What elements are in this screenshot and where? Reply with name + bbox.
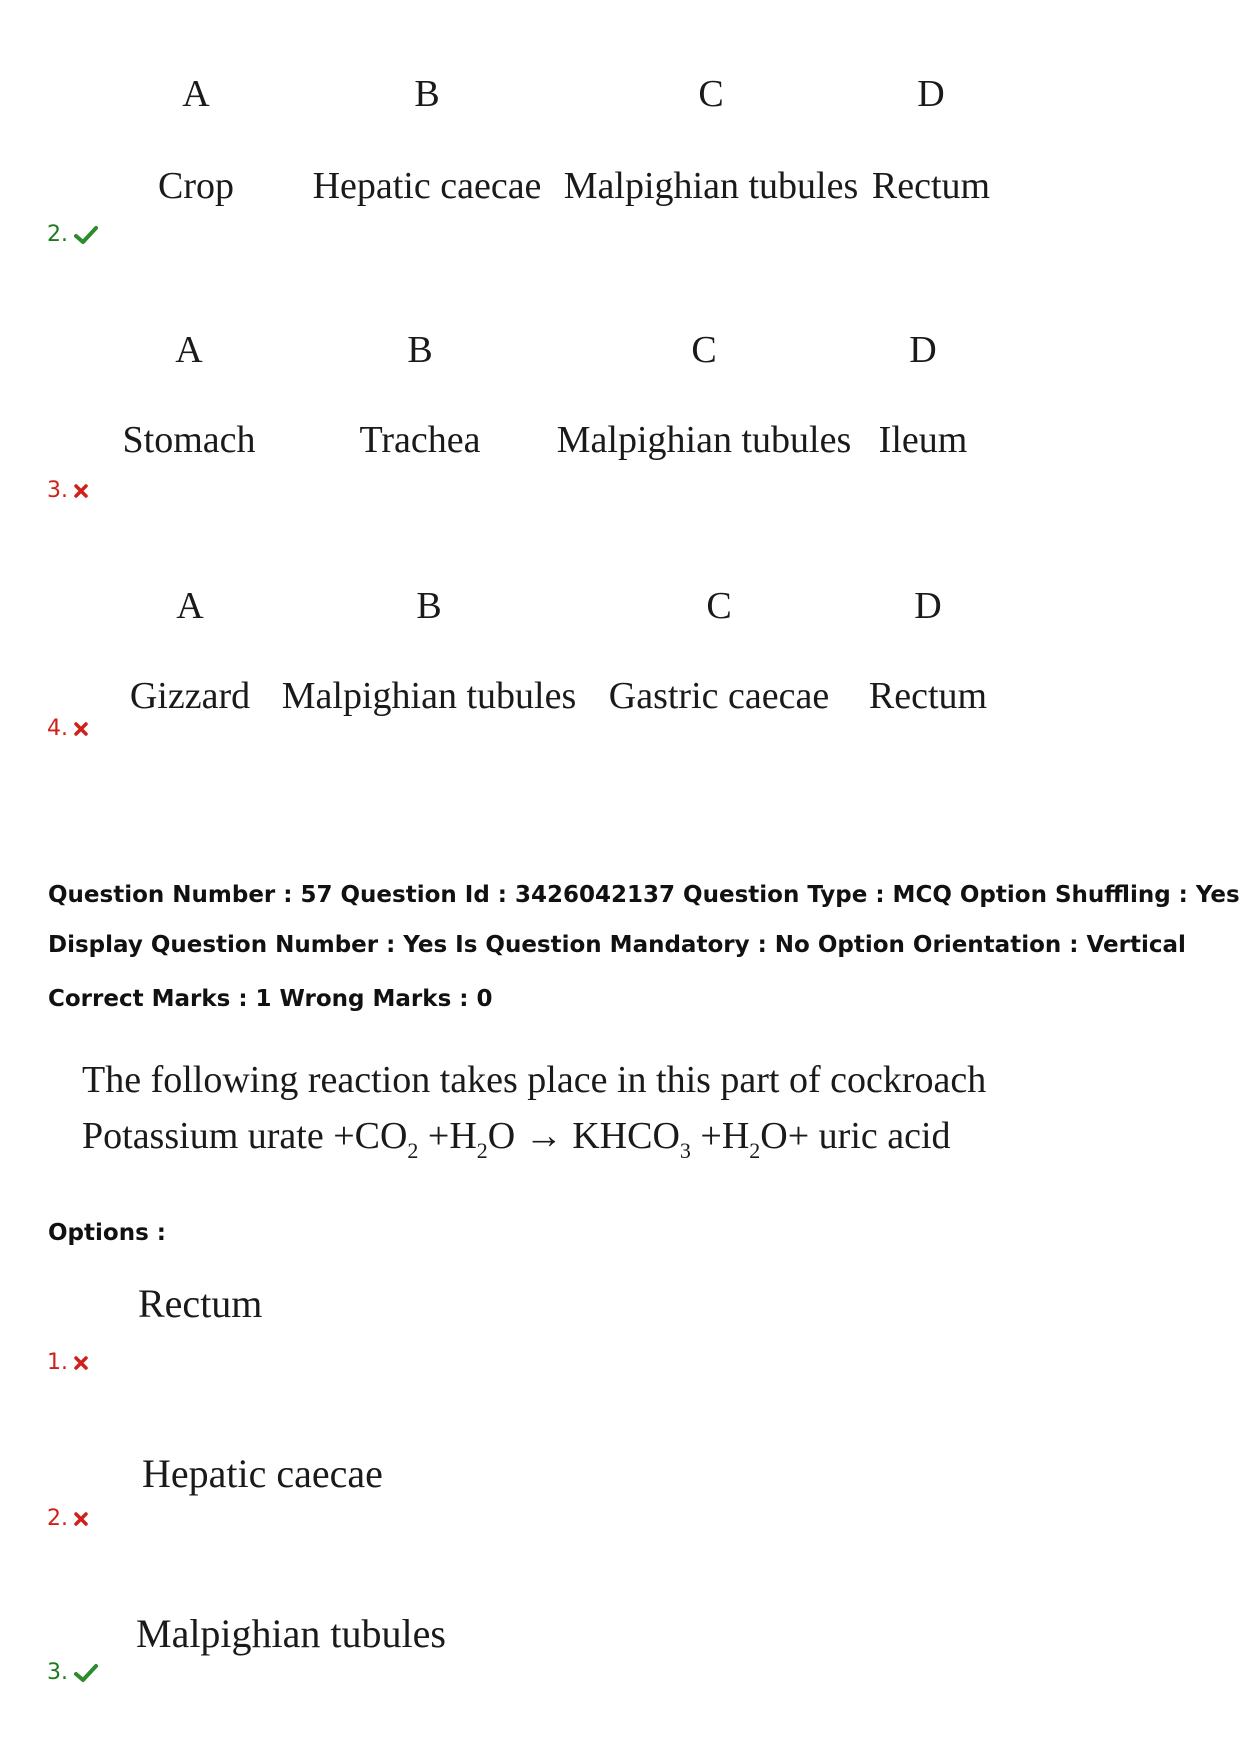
reaction-part: O → KHCO	[487, 1115, 680, 1157]
header-b: B	[407, 329, 433, 371]
option-marker-3	[47, 1660, 98, 1685]
option-marker-1	[47, 1350, 88, 1375]
header-c: C	[698, 73, 724, 115]
value-a: Stomach	[122, 419, 256, 461]
header-a: A	[182, 73, 210, 115]
subscript: 3	[679, 1138, 691, 1163]
value-c: Malpighian tubules	[556, 419, 852, 461]
option-marker-4	[47, 716, 88, 741]
cross-icon	[74, 1512, 88, 1526]
value-b: Trachea	[359, 419, 481, 461]
header-a: A	[176, 585, 204, 627]
cross-icon	[74, 1356, 88, 1370]
option-number: 4.	[47, 716, 68, 741]
reaction-equation	[82, 1114, 951, 1163]
options-label: Options :	[48, 1220, 166, 1246]
header-d: D	[914, 585, 942, 627]
question-text: The following reaction takes place in this part of cockroach	[82, 1059, 987, 1101]
header-c: C	[706, 585, 732, 627]
reaction-part: O+ uric acid	[760, 1115, 951, 1157]
cross-icon	[74, 484, 88, 498]
value-a: Crop	[158, 165, 234, 207]
option-number: 2.	[47, 1506, 68, 1531]
subscript: 2	[476, 1138, 488, 1163]
header-d: D	[917, 73, 945, 115]
option-marker-2	[47, 1506, 88, 1531]
subscript: 2	[749, 1138, 761, 1163]
cross-icon	[74, 722, 88, 736]
value-c: Malpighian tubules	[563, 165, 859, 207]
header-c: C	[691, 329, 717, 371]
option-3-text: Malpighian tubules	[136, 1611, 446, 1656]
reaction-part: +H	[690, 1115, 750, 1157]
header-a: A	[175, 329, 203, 371]
option-number: 3.	[47, 478, 68, 503]
option-1-text: Rectum	[138, 1281, 263, 1326]
question-meta-line-1: Question Number : 57 Question Id : 3426042137 Question Type : MCQ Option Shuffling : Yes	[48, 882, 1240, 908]
value-b: Hepatic caecae	[312, 165, 542, 207]
value-b: Malpighian tubules	[281, 675, 577, 717]
reaction-part: +H	[418, 1115, 477, 1157]
option-number: 3.	[47, 1660, 68, 1685]
option-marker-2	[47, 222, 98, 247]
value-c: Gastric caecae	[608, 675, 830, 717]
option-2-text: Hepatic caecae	[142, 1451, 383, 1496]
option-marker-3	[47, 478, 88, 503]
value-d: Ileum	[878, 419, 968, 461]
header-b: B	[414, 73, 440, 115]
value-d: Rectum	[868, 675, 988, 717]
header-b: B	[416, 585, 442, 627]
question-meta-line-2: Display Question Number : Yes Is Question Mandatory : No Option Orientation : Vertical	[48, 932, 1186, 958]
option-number: 2.	[47, 222, 68, 247]
checkmark-icon	[74, 1663, 98, 1683]
value-a: Gizzard	[129, 675, 251, 717]
question-marks: Correct Marks : 1 Wrong Marks : 0	[48, 986, 493, 1012]
option-number: 1.	[47, 1350, 68, 1375]
reaction-part: Potassium urate +CO	[82, 1115, 408, 1157]
checkmark-icon	[74, 225, 98, 245]
header-d: D	[909, 329, 937, 371]
value-d: Rectum	[871, 165, 991, 207]
subscript: 2	[407, 1138, 419, 1163]
